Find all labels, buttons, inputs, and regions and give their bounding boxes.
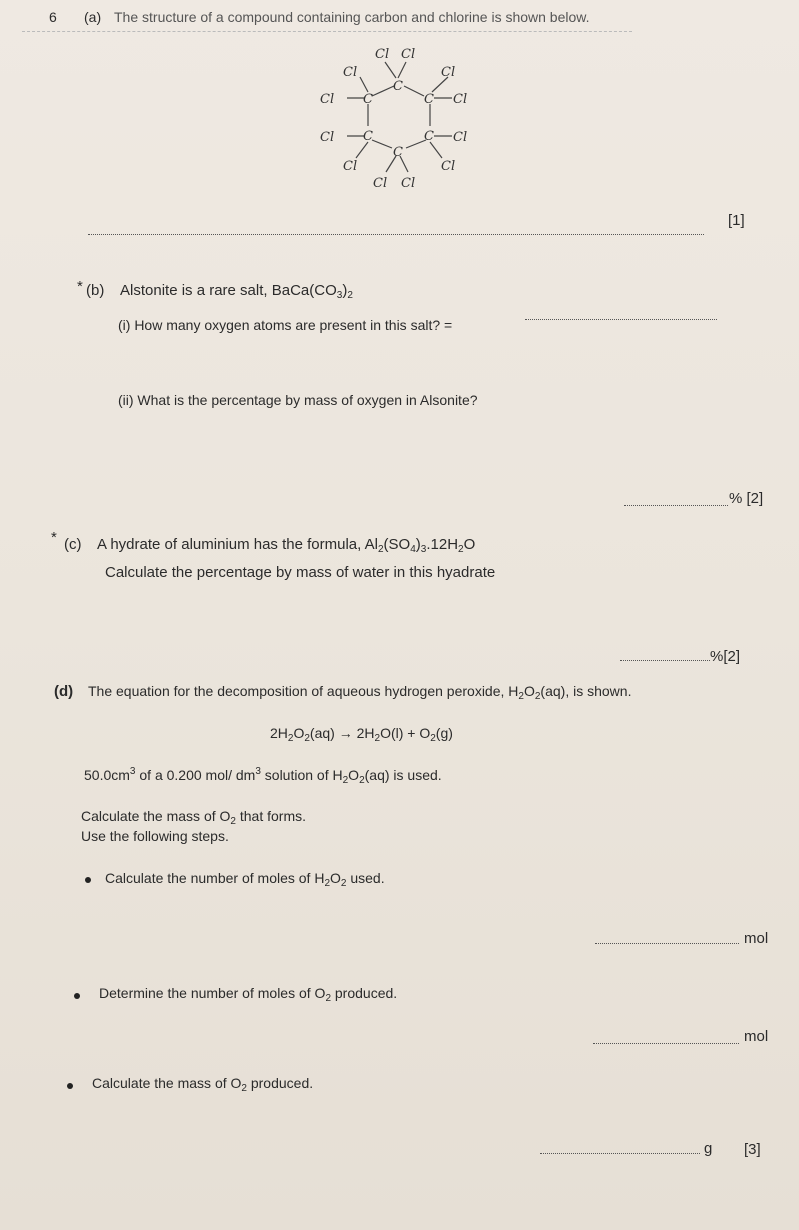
chlorocarbon-structure-diagram	[300, 40, 500, 200]
atom-c-1: C	[393, 79, 403, 94]
vol-sub2: 2	[359, 775, 365, 786]
step-2-answer-line[interactable]	[593, 1043, 739, 1044]
part-b-paren: )	[342, 282, 348, 299]
b1-a: Calculate the number of moles of H	[105, 870, 325, 886]
part-d-intro-sub2: 2	[534, 691, 541, 702]
part-b-star: *	[77, 278, 83, 295]
eq-s1: 2	[287, 733, 294, 744]
part-a-answer-line[interactable]	[88, 234, 704, 235]
part-c-text	[97, 536, 475, 555]
part-d-intro-a: The equation for the decomposition of aqueous hydrogen peroxide, H	[88, 683, 519, 699]
b3-a: Calculate the mass of O	[92, 1075, 242, 1091]
part-d-label: (d)	[54, 683, 74, 700]
eq-p2: O	[293, 725, 305, 741]
part-c-sub-al: 2	[377, 544, 384, 555]
eq-p5: (g)	[435, 725, 453, 741]
b1-sub2: 2	[340, 878, 347, 889]
part-b-sub2: 2	[347, 290, 353, 301]
b1-b: O	[330, 870, 341, 886]
step-3-text	[92, 1075, 313, 1094]
solution-volume-text	[84, 766, 442, 786]
part-b-i-question: (i) How many oxygen atoms are present in this salt? =	[118, 317, 453, 333]
part-a-label: (a)	[84, 9, 102, 25]
part-c-label: (c)	[64, 536, 82, 553]
eq-p1: 2H	[270, 725, 288, 741]
part-b-ii-unit-marks: % [2]	[729, 490, 764, 507]
b3-sub: 2	[241, 1083, 247, 1094]
atom-cl-2: Cl	[401, 47, 416, 62]
vol-sup2: 3	[255, 766, 261, 777]
part-b-sub3: 3	[336, 290, 343, 301]
part-b-label: (b)	[86, 282, 105, 299]
vol-b: of a 0.200 mol/ dm	[135, 767, 256, 783]
bullet-3	[67, 1083, 73, 1089]
part-b-text	[120, 282, 353, 301]
bullet-1	[85, 877, 91, 883]
header-rule	[22, 31, 632, 32]
part-c-so4-open: (SO	[383, 536, 411, 553]
b2-b: produced.	[331, 985, 398, 1001]
atom-c-3: C	[424, 92, 434, 107]
question-number: 6	[49, 9, 57, 25]
part-c-o: O	[463, 536, 476, 553]
step-3-answer-line[interactable]	[540, 1153, 700, 1154]
calc-a: Calculate the mass of O	[81, 808, 231, 824]
part-c-sub4: 4	[410, 544, 416, 555]
b2-sub: 2	[325, 993, 331, 1004]
part-b-i-answer-line[interactable]	[525, 319, 717, 320]
atom-cl-5: Cl	[320, 92, 335, 107]
part-d-intro-c: (aq), is shown.	[540, 683, 632, 699]
atom-c-2: C	[363, 92, 373, 107]
atom-cl-4: Cl	[441, 65, 456, 80]
vol-d: O	[348, 767, 360, 783]
b2-a: Determine the number of moles of O	[99, 985, 326, 1001]
part-b-ii-question: (ii) What is the percentage by mass of oxygen in Alsonite?	[118, 392, 478, 408]
eq-s3: 2	[374, 733, 381, 744]
step-1-unit: mol	[744, 930, 769, 947]
part-d-intro-sub1: 2	[518, 691, 524, 702]
eq-p4: O(l) + O	[380, 725, 431, 741]
atom-c-4: C	[363, 129, 373, 144]
atom-cl-7: Cl	[320, 130, 335, 145]
vol-a: 50.0cm	[84, 767, 130, 783]
atom-c-6: C	[393, 145, 403, 160]
part-a-text: The structure of a compound containing carbon and chlorine is shown below.	[114, 9, 590, 25]
vol-sup1: 3	[129, 766, 136, 777]
b1-sub1: 2	[324, 878, 331, 889]
eq-s4: 2	[430, 733, 436, 744]
eq-s2: 2	[304, 733, 310, 744]
step-1-text	[105, 870, 385, 889]
atom-cl-11: Cl	[373, 176, 388, 191]
step-1-answer-line[interactable]	[595, 943, 739, 944]
bullet-2	[74, 993, 80, 999]
steps-text: Use the following steps.	[81, 828, 229, 844]
vol-e: (aq) is used.	[364, 767, 442, 783]
step-2-unit: mol	[744, 1028, 769, 1045]
part-d-intro	[88, 683, 631, 702]
part-c-calc-text: Calculate the percentage by mass of water in this hyadrate	[105, 564, 496, 581]
atom-c-5: C	[424, 129, 434, 144]
vol-sub1: 2	[342, 775, 349, 786]
part-c-sub3: 3	[420, 544, 427, 555]
part-c-answer-line[interactable]	[620, 660, 710, 661]
step-2-text	[99, 985, 397, 1004]
vol-c: solution of H	[260, 767, 343, 783]
part-c-so4-close: )	[415, 536, 421, 553]
step-3-unit: g	[704, 1140, 713, 1157]
calculate-mass-text	[81, 808, 306, 827]
atom-cl-3: Cl	[343, 65, 358, 80]
calc-sub: 2	[230, 816, 236, 827]
b1-c: used.	[346, 870, 385, 886]
atom-cl-6: Cl	[453, 92, 468, 107]
atom-cl-9: Cl	[343, 159, 358, 174]
part-c-sub-h: 2	[458, 544, 464, 555]
decomposition-equation	[270, 725, 453, 744]
atom-cl-10: Cl	[441, 159, 456, 174]
calc-b: that forms.	[235, 808, 306, 824]
part-d-intro-b: O	[523, 683, 535, 699]
part-c-text-prefix: A hydrate of aluminium has the formula, Al	[97, 536, 378, 553]
atom-cl-8: Cl	[453, 130, 468, 145]
eq-p3: (aq) → 2H	[309, 725, 375, 741]
part-b-ii-answer-line[interactable]	[624, 505, 728, 506]
b3-b: produced.	[246, 1075, 314, 1091]
atom-cl-1: Cl	[375, 47, 390, 62]
part-d-marks: [3]	[744, 1141, 761, 1158]
part-c-unit-marks: %[2]	[710, 648, 741, 665]
part-c-water: .12H	[426, 536, 459, 553]
part-c-star: *	[51, 529, 57, 546]
atom-cl-12: Cl	[401, 176, 416, 191]
part-b-text-prefix: Alstonite is a rare salt, BaCa(CO	[120, 282, 337, 299]
part-a-marks: [1]	[728, 212, 745, 229]
